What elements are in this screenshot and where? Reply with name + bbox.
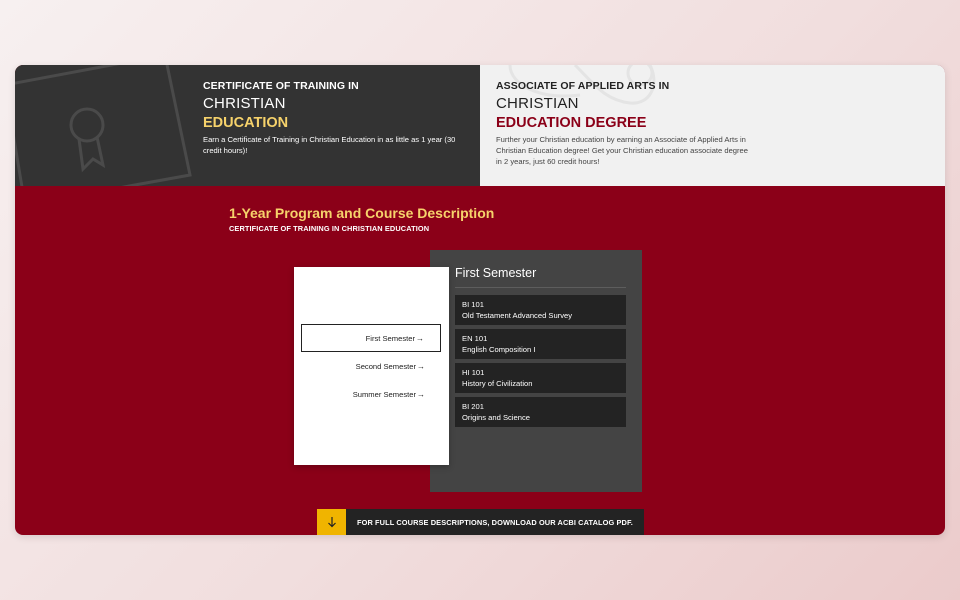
section-subtitle: CERTIFICATE OF TRAINING IN CHRISTIAN EDUCATION xyxy=(229,224,430,233)
catalog-download-button[interactable] xyxy=(317,509,644,535)
page-frame xyxy=(15,65,945,535)
tab-label: Second Semester xyxy=(355,361,416,371)
tab-label: Summer Semester xyxy=(352,389,416,399)
course-name: Old Testament Advanced Survey xyxy=(462,311,573,320)
course-code: BI 101 xyxy=(462,300,484,309)
associate-degree-card[interactable] xyxy=(480,65,945,186)
arrow-right-icon: → xyxy=(417,361,425,371)
certificate-subtitle: CHRISTIAN xyxy=(203,95,286,112)
arrow-right-icon: → xyxy=(416,333,424,343)
course-name: English Composition I xyxy=(462,345,536,354)
course-name: History of Civilization xyxy=(462,379,533,388)
course-code: EN 101 xyxy=(462,334,488,343)
arrow-right-icon: → xyxy=(417,389,425,399)
certificate-icon xyxy=(15,65,205,186)
course-item xyxy=(455,397,626,427)
certificate-card[interactable] xyxy=(15,65,480,186)
course-name: Origins and Science xyxy=(462,413,530,422)
course-item xyxy=(455,295,626,325)
section-title: 1-Year Program and Course Description xyxy=(229,205,495,221)
arrow-down-icon xyxy=(317,509,346,535)
divider xyxy=(455,287,626,288)
associate-subtitle: CHRISTIAN xyxy=(496,95,579,112)
tab-label: First Semester xyxy=(365,333,415,343)
associate-title: EDUCATION DEGREE xyxy=(496,115,647,131)
certificate-description: Earn a Certificate of Training in Christian Education in as little as 1 year (30 credit hours)! xyxy=(203,135,456,155)
tab-second-semester[interactable] xyxy=(301,352,441,380)
semester-tabs xyxy=(294,267,449,465)
associate-kicker: ASSOCIATE OF APPLIED ARTS IN xyxy=(496,80,670,92)
certificate-kicker: CERTIFICATE OF TRAINING IN xyxy=(203,80,359,92)
certificate-title: EDUCATION xyxy=(203,115,289,131)
course-item xyxy=(455,329,626,359)
tab-first-semester[interactable] xyxy=(301,324,441,352)
course-item xyxy=(455,363,626,393)
course-list-panel xyxy=(430,250,642,492)
download-text: FOR FULL COURSE DESCRIPTIONS, DOWNLOAD OUR ACBI CATALOG PDF. xyxy=(357,517,633,527)
course-code: HI 101 xyxy=(462,368,485,377)
tab-summer-semester[interactable] xyxy=(301,380,441,408)
program-cards xyxy=(15,65,945,186)
course-list-heading: First Semester xyxy=(455,266,537,280)
course-code: BI 201 xyxy=(462,402,484,411)
associate-description: Further your Christian education by earning an Associate of Applied Arts in Christian Education degree! Get your Christian education associate degree in 2 years, just 60 credit hours! xyxy=(496,135,749,166)
